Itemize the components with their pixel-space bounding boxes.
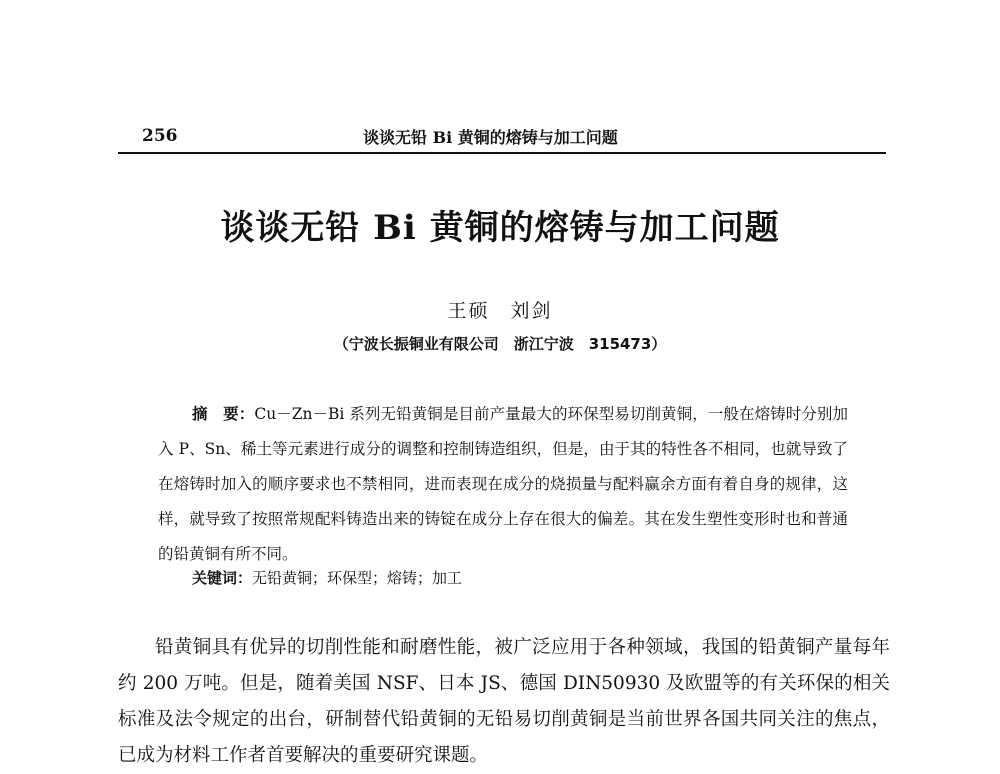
affiliation: （宁波长振铜业有限公司 浙江宁波 315473） bbox=[333, 335, 667, 353]
running-header bbox=[118, 118, 886, 154]
keywords-text: 无铅黄铜；环保型；熔铸；加工 bbox=[252, 569, 463, 587]
keywords-label: 关键词： bbox=[192, 569, 253, 587]
page-number: 256 bbox=[142, 126, 178, 146]
running-title: 谈谈无铅 Bi 黄铜的熔铸与加工问题 bbox=[363, 128, 618, 147]
abstract-text: Cu－Zn－Bi 系列无铅黄铜是目前产量最大的环保型易切削黄铜，一般在熔铸时分别加入 P、Sn、稀土等元素进行成分的调整和控制铸造组织，但是，由于其的特性各不相同，也就导致了在熔铸时加入的顺序要求也不禁相同，进而表现在成分的烧损量与配料赢余方面有着自身的规律，这样，就导致了按照常规配料铸造出来的铸锭在成分上存在很大的偏差。其在发生塑性变形时也和普通的铅黄铜有所不同。 bbox=[158, 405, 848, 563]
abstract-label: 摘 要： bbox=[192, 405, 255, 423]
keywords bbox=[192, 567, 462, 588]
article-title: 谈谈无铅 Bi 黄铜的熔铸与加工问题 bbox=[220, 208, 780, 248]
body-paragraph: 铅黄铜具有优异的切削性能和耐磨性能，被广泛应用于各种领域，我国的铅黄铜产量每年约 200 万吨。但是，随着美国 NSF、日本 JS、德国 DIN50930 及欧盟等的有关环保的相关标准及法令规定的出台，研制替代铅黄铜的无铅易切削黄铜是当前世界各国共同关注的焦点，已成为材料工作者首要解决的重要研究课题。 bbox=[118, 637, 890, 766]
authors: 王硕 刘剑 bbox=[447, 300, 553, 322]
abstract bbox=[158, 397, 848, 572]
